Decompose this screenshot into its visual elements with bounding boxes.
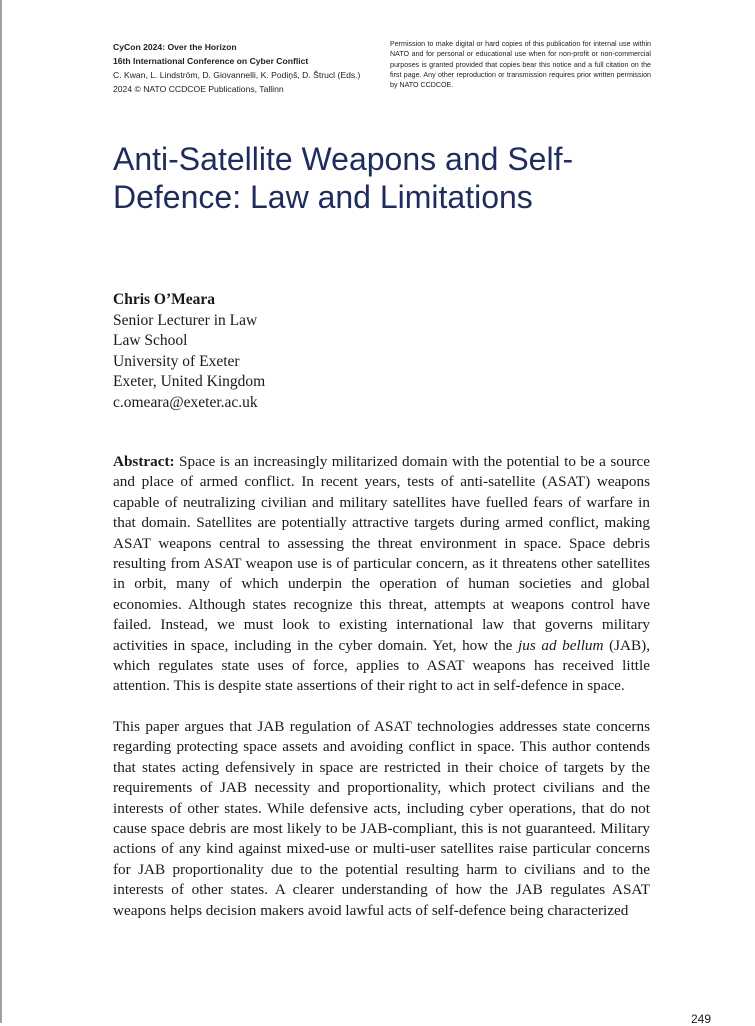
abstract-paragraph-2: This paper argues that JAB regulation of ASAT technologies addresses state concerns regarding protecting space assets and avoiding conflict in space. This author contends that states acting defensively in space are restricted in their choice of targets by the requirements of JAB necessity and proportionality, which protect civilians and the interests of other states. While defensive acts, including cyber operations, that do not cause space debris are most likely to be JAB-compliant, this is not guaranteed. Military actions of any kind against mixed-use or multi-user satellites raise particular concerns for JAB proportionality due to the potential resulting harm to civilians and to the interests of other states. A clearer understanding of how the JAB regulates ASAT weapons helps decision makers avoid lawful acts of self-defence being characterized bbox=[113, 718, 650, 919]
paper-title: Anti-Satellite Weapons and Self-Defence: Law and Limitations bbox=[113, 141, 574, 215]
author-name: Chris O’Meara bbox=[113, 291, 216, 308]
abstract-italic-term: jus ad bellum bbox=[518, 636, 604, 654]
author-location: Exeter, United Kingdom bbox=[113, 373, 266, 391]
conference-header bbox=[113, 40, 393, 96]
author-email: c.omeara@exeter.ac.uk bbox=[113, 393, 258, 411]
author-block bbox=[113, 290, 265, 414]
publisher-line: 2024 © NATO CCDCOE Publications, Tallinn bbox=[113, 84, 284, 94]
author-institution: University of Exeter bbox=[113, 352, 240, 370]
editors-line: C. Kwan, L. Lindström, D. Giovannelli, K. Podiņš, D. Štrucl (Eds.) bbox=[113, 70, 361, 80]
permission-notice: Permission to make digital or hard copies of this publication for internal use within NATO and for personal or educational use when for non-profit or non-commercial purposes is granted provided that copies bear this notice and a full citation on the first page. Any other reproduction or transmission requires prior written permission by NATO CCDCOE. bbox=[390, 40, 651, 90]
author-position: Senior Lecturer in Law bbox=[113, 311, 258, 329]
abstract-paragraph bbox=[113, 452, 650, 697]
page-left-edge bbox=[0, 0, 2, 1023]
conference-subtitle: 16th International Conference on Cyber Conflict bbox=[113, 56, 309, 66]
conference-title: CyCon 2024: Over the Horizon bbox=[113, 42, 237, 52]
abstract-text-part1: Space is an increasingly militarized domain with the potential to be a source and place of armed conflict. In recent years, tests of anti-satellite (ASAT) weapons capable of neutralizing civilian and military satellites have fuelled fears of warfare in that domain. Satellites are potentially attractive targets during armed conflict, making ASAT weapons central to assessing the threat environment in space. Space debris resulting from ASAT weapon use is of particular concern, as it threatens other satellites in orbit, many of which underpin the operation of human societies and global economies. Although states recognize this threat, attempts at weapons control have failed. Instead, we must look to existing international law that governs military activities in space, including in the cyber domain. Yet, how the bbox=[113, 453, 650, 654]
abstract-label: Abstract: bbox=[113, 453, 175, 470]
abstract-text-part2: (JAB), which regulates state uses of force, applies to ASAT weapons has received little attention. This is despite state assertions of their right to act in self-defence in space. bbox=[113, 636, 651, 695]
page-number: 249 bbox=[691, 1012, 712, 1026]
author-department: Law School bbox=[113, 332, 188, 350]
